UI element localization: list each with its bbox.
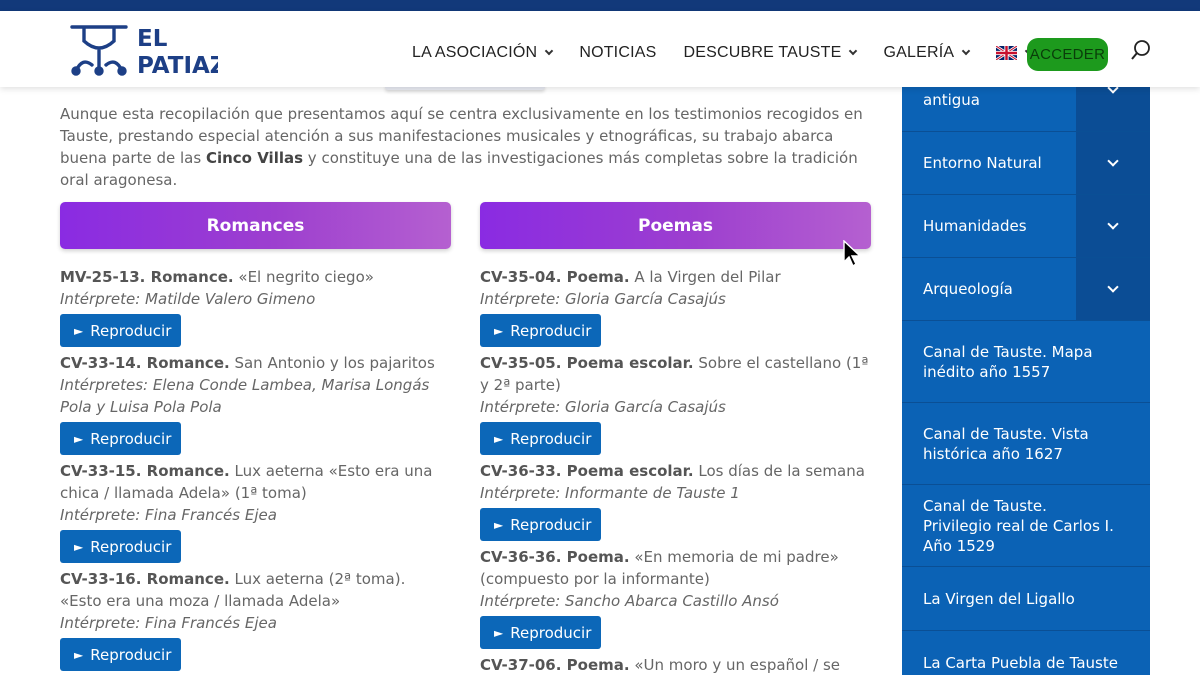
- nav-item-galeria[interactable]: [883, 44, 969, 62]
- chevron-down-icon: [849, 47, 857, 55]
- list-item: [60, 266, 451, 352]
- play-button[interactable]: [60, 530, 181, 563]
- nav-item-asociacion[interactable]: [412, 44, 552, 62]
- nav-label: LA ASOCIACIÓN: [412, 44, 538, 61]
- sidebar-item-arqueologia[interactable]: [902, 258, 1150, 321]
- play-button[interactable]: [480, 314, 601, 347]
- entry-performer: Intérprete: Gloria García Casajús: [480, 398, 726, 416]
- logo-emblem-icon: [68, 21, 218, 79]
- entry-title: «El negrito ciego»: [233, 268, 374, 286]
- entry-performer: Intérprete: Matilde Valero Gimeno: [60, 290, 316, 308]
- mouse-cursor-icon: [842, 240, 864, 268]
- play-icon: ►: [74, 647, 84, 662]
- entry-code: CV-35-05. Poema escolar.: [480, 354, 694, 372]
- submenu-toggle[interactable]: [1076, 258, 1150, 320]
- intro-bold: Cinco Villas: [205, 149, 304, 167]
- play-icon: ►: [74, 539, 84, 554]
- sidebar-item-label: Humanidades: [923, 217, 1027, 235]
- entry-performer: Intérprete: Sancho Abarca Castillo Ansó: [480, 592, 779, 610]
- entry-title: Los días de la semana: [693, 462, 865, 480]
- romances-column: [60, 202, 451, 675]
- romances-list: [60, 266, 451, 675]
- entry-title: «Un moro y un español / se: [629, 656, 841, 674]
- entry-code: CV-37-06. Poema.: [480, 656, 630, 674]
- nav-item-noticias[interactable]: [579, 44, 656, 62]
- sidebar-item-carta-puebla[interactable]: [902, 631, 1150, 675]
- intro-text-a: Aunque esta recopilación que presentamos aquí se centra exclusivamente en los testimonios recogidos en Tauste, prestando especial atención a sus manifestaciones musicales y etnográficas, su trabajo abarca buena parte de las: [60, 105, 863, 167]
- sidebar-item-antigua[interactable]: [902, 87, 1150, 132]
- sidebar-item-privilegio-1529[interactable]: [902, 485, 1150, 567]
- sidebar-item-label: Canal de Tauste. Mapa inédito año 1557: [923, 342, 1093, 381]
- play-button[interactable]: [480, 422, 601, 455]
- play-button[interactable]: [480, 508, 601, 541]
- submenu-toggle[interactable]: [1076, 132, 1150, 194]
- sidebar-menu: [902, 87, 1150, 675]
- entry-title: A la Virgen del Pilar: [629, 268, 781, 286]
- search-icon[interactable]: [1130, 39, 1152, 61]
- entry-performer: Intérprete: Informante de Tauste 1: [480, 484, 740, 502]
- play-button[interactable]: [480, 616, 601, 649]
- play-label: Reproducir: [510, 623, 592, 642]
- entry-code: CV-33-16. Romance.: [60, 570, 230, 588]
- play-button[interactable]: [60, 422, 181, 455]
- sidebar-item-vista-1627[interactable]: [902, 403, 1150, 485]
- sidebar-item-entorno-natural[interactable]: [902, 132, 1150, 195]
- play-icon: ►: [494, 431, 504, 446]
- sidebar-item-mapa-1557[interactable]: [902, 321, 1150, 403]
- sidebar-item-label: La Carta Puebla de Tauste: [923, 653, 1118, 672]
- nav-item-descubre-tauste[interactable]: [683, 44, 856, 62]
- entry-code: CV-33-14. Romance.: [60, 354, 230, 372]
- chevron-down-icon: [1107, 218, 1118, 229]
- entry-title: Lux aeterna «Esto era una chica / llamada Adela» (1ª toma): [60, 462, 433, 502]
- entry-code: CV-35-04. Poema.: [480, 268, 630, 286]
- list-item: [60, 568, 451, 675]
- list-item: [480, 460, 871, 546]
- nav-label: GALERÍA: [883, 44, 955, 61]
- logo-line1: EL: [137, 26, 168, 52]
- list-item: [60, 352, 451, 460]
- list-item: [480, 546, 871, 654]
- site-header: [0, 11, 1200, 87]
- entry-title: «En memoria de mi padre» (compuesto por la informante): [480, 548, 839, 588]
- play-icon: ►: [494, 517, 504, 532]
- play-icon: ►: [74, 431, 84, 446]
- play-label: Reproducir: [90, 537, 172, 556]
- play-label: Reproducir: [510, 429, 592, 448]
- main-nav: [412, 41, 1059, 65]
- play-icon: ►: [494, 323, 504, 338]
- entry-title: Lux aeterna (2ª toma). «Esto era una moza / llamada Adela»: [60, 570, 406, 610]
- chevron-down-icon: [1107, 87, 1118, 94]
- play-label: Reproducir: [90, 429, 172, 448]
- entry-title: Sobre el castellano (1ª y 2ª parte): [480, 354, 869, 394]
- play-button[interactable]: [60, 314, 181, 347]
- sidebar-item-label: Entorno Natural: [923, 154, 1042, 172]
- entry-code: MV-25-13. Romance.: [60, 268, 234, 286]
- sidebar-item-label: La Virgen del Ligallo: [923, 589, 1075, 608]
- entry-title: San Antonio y los pajaritos: [229, 354, 435, 372]
- intro-text-b: y constituye una de las investigaciones más completas sobre la tradición oral aragonesa.: [60, 149, 858, 189]
- poemas-heading: Poemas: [480, 202, 871, 249]
- nav-label: DESCUBRE TAUSTE: [683, 44, 842, 61]
- entry-code: CV-36-33. Poema escolar.: [480, 462, 694, 480]
- entry-code: CV-36-36. Poema.: [480, 548, 630, 566]
- top-bar: [0, 0, 1200, 11]
- list-item: [480, 266, 871, 352]
- site-logo[interactable]: [68, 21, 218, 79]
- logo-line2: PATIAZ: [137, 53, 218, 79]
- play-icon: ►: [74, 323, 84, 338]
- entry-code: CV-33-15. Romance.: [60, 462, 230, 480]
- access-button[interactable]: ACCEDER: [1027, 38, 1108, 71]
- chevron-down-icon: [962, 47, 970, 55]
- chevron-down-icon: [545, 47, 553, 55]
- entry-performer: Intérprete: Fina Francés Ejea: [60, 614, 277, 632]
- entry-performer: Intérprete: Gloria García Casajús: [480, 290, 726, 308]
- play-label: Reproducir: [510, 321, 592, 340]
- entry-performer: Intérpretes: Elena Conde Lambea, Marisa Longás Pola y Luisa Pola Pola: [60, 376, 430, 416]
- sidebar-item-label: Canal de Tauste. Vista histórica año 1627: [923, 424, 1089, 463]
- play-icon: ►: [494, 625, 504, 640]
- chevron-down-icon: [1107, 281, 1118, 292]
- poemas-list: [480, 266, 871, 675]
- play-label: Reproducir: [90, 321, 172, 340]
- nav-label: NOTICIAS: [579, 44, 657, 61]
- intro-paragraph: [60, 103, 880, 191]
- sidebar-item-label: antigua: [923, 91, 980, 109]
- list-item: [480, 654, 871, 675]
- sidebar-item-label: Arqueología: [923, 280, 1013, 298]
- play-label: Reproducir: [90, 645, 172, 664]
- sidebar-item-label: Canal de Tauste. Privilegio real de Carlos I. Año 1529: [923, 496, 1114, 555]
- chevron-down-icon: [1107, 155, 1118, 166]
- submenu-toggle[interactable]: [1076, 195, 1150, 257]
- play-label: Reproducir: [510, 515, 592, 534]
- list-item: [480, 352, 871, 460]
- uk-flag-icon: [996, 46, 1017, 60]
- play-button[interactable]: [60, 638, 181, 671]
- list-item: [60, 460, 451, 568]
- romances-heading: Romances: [60, 202, 451, 249]
- sidebar-item-humanidades[interactable]: [902, 195, 1150, 258]
- entry-performer: Intérprete: Fina Francés Ejea: [60, 506, 277, 524]
- poemas-column: [480, 202, 871, 675]
- submenu-toggle[interactable]: [1076, 87, 1150, 131]
- sidebar-item-virgen-ligallo[interactable]: [902, 567, 1150, 631]
